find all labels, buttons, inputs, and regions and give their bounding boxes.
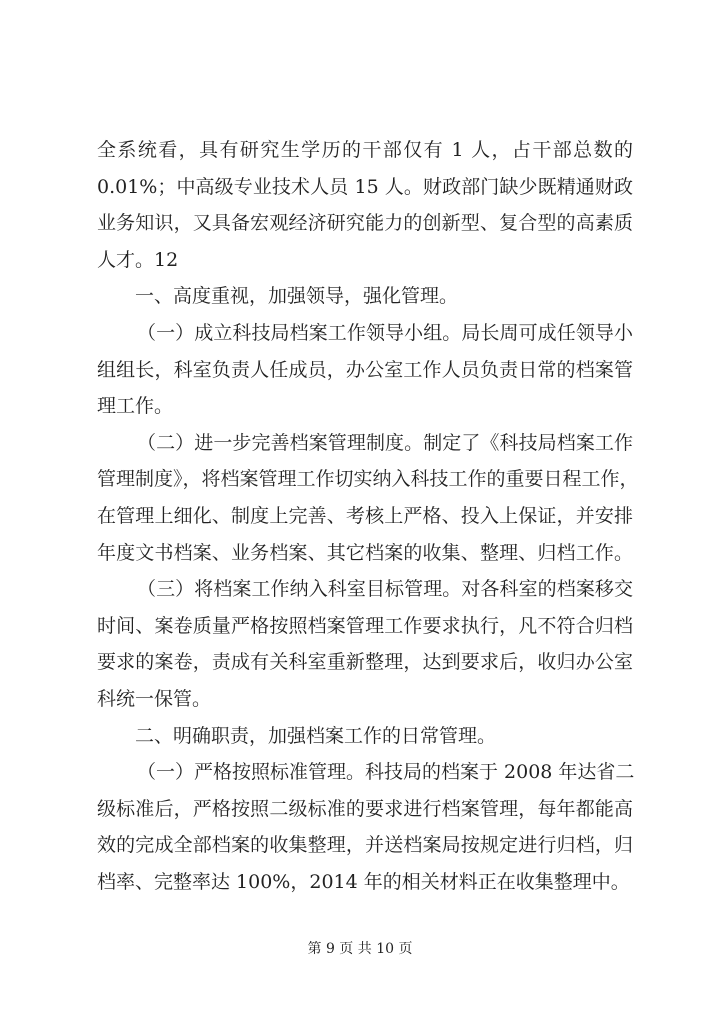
text-line: 档率、完整率达 100%，2014 年的相关材料正在收集整理中。 <box>97 870 630 893</box>
text-line: 理工作。 <box>97 395 174 418</box>
document-body <box>97 132 639 900</box>
text-line: （一）严格按照标准管理。科技局的档案于 2008 年达省二 <box>137 761 635 784</box>
text-line: 级标准后，严格按照二级标准的要求进行档案管理，每年都能高 <box>97 797 633 820</box>
text-line: （三）将档案工作纳入科室目标管理。对各科室的档案移交 <box>137 578 633 601</box>
text-line: 管理制度》，将档案管理工作切实纳入科技工作的重要日程工作， <box>97 468 639 491</box>
page-footer: 第 9 页 共 10 页 <box>307 941 413 957</box>
text-line: 人才。12 <box>97 248 179 271</box>
text-line: 时间、案卷质量严格按照档案管理工作要求执行，凡不符合归档 <box>97 614 633 637</box>
text-line: 在管理上细化、制度上完善、考核上严格、投入上保证，并安排 <box>97 504 633 527</box>
text-line: 要求的案卷，责成有关科室重新整理，达到要求后，收归办公室 <box>97 651 633 674</box>
text-line: 科统一保管。 <box>97 687 212 710</box>
text-line: 年度文书档案、业务档案、其它档案的收集、整理、归档工作。 <box>97 541 633 564</box>
text-line: 业务知识，又具备宏观经济研究能力的创新型、复合型的高素质 <box>97 212 633 235</box>
text-line: （二）进一步完善档案管理制度。制定了《科技局档案工作 <box>137 431 633 454</box>
text-line: （一）成立科技局档案工作领导小组。局长周可成任领导小 <box>137 321 633 344</box>
text-line: 全系统看，具有研究生学历的干部仅有 1 人，占干部总数的 <box>97 139 633 161</box>
text-line: 一、高度重视，加强领导，强化管理。 <box>135 285 459 308</box>
text-line: 二、明确职责，加强档案工作的日常管理。 <box>135 724 497 747</box>
text-line: 组组长，科室负责人任成员，办公室工作人员负责日常的档案管 <box>97 358 633 381</box>
text-line: 效的完成全部档案的收集整理，并送档案局按规定进行归档，归 <box>97 834 633 857</box>
text-line: 0.01%；中高级专业技术人员 15 人。财政部门缺少既精通财政 <box>97 175 633 198</box>
